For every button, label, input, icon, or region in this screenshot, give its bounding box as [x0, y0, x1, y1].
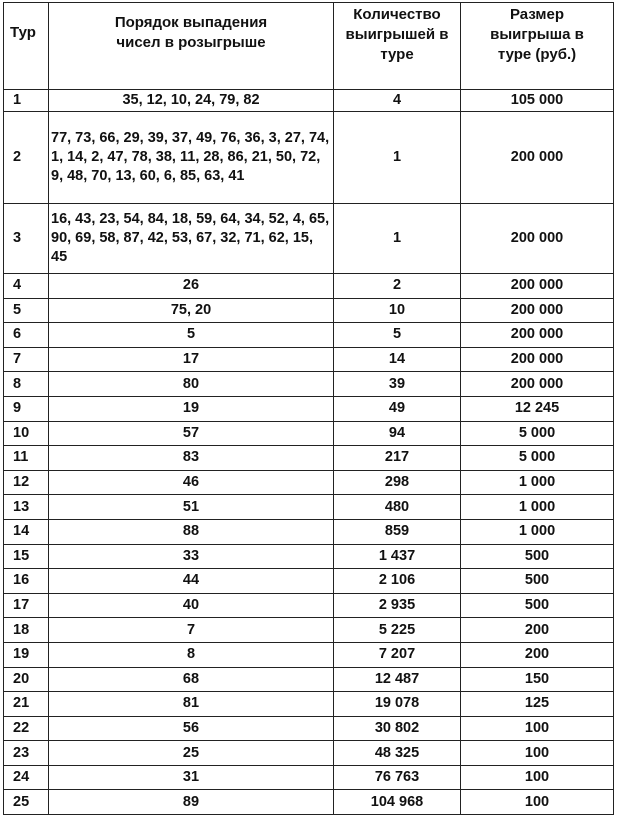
tour-cell: 6: [4, 323, 49, 348]
table-row: [4, 593, 614, 618]
prize-cell: 200 000: [461, 274, 614, 299]
prize-cell: 200: [461, 618, 614, 643]
results-table: [3, 2, 614, 815]
numbers-cell: 19: [49, 396, 334, 421]
tour-cell: 25: [4, 790, 49, 815]
winners-cell: 480: [334, 495, 461, 520]
table-row: [4, 396, 614, 421]
prize-cell: 100: [461, 716, 614, 741]
table-row: [4, 618, 614, 643]
numbers-cell: 51: [49, 495, 334, 520]
winners-cell: 76 763: [334, 765, 461, 790]
numbers-cell: 26: [49, 274, 334, 299]
tour-cell: 24: [4, 765, 49, 790]
prize-cell: 100: [461, 741, 614, 766]
prize-cell: 105 000: [461, 90, 614, 112]
numbers-cell: 57: [49, 421, 334, 446]
numbers-cell: 89: [49, 790, 334, 815]
tour-cell: 1: [4, 90, 49, 112]
table-row: [4, 765, 614, 790]
table-row: [4, 667, 614, 692]
tour-cell: 22: [4, 716, 49, 741]
tour-cell: 9: [4, 396, 49, 421]
table-row: [4, 692, 614, 717]
table-row: [4, 446, 614, 471]
numbers-cell: 88: [49, 519, 334, 544]
tour-cell: 3: [4, 204, 49, 274]
prize-cell: 500: [461, 544, 614, 569]
table-row: [4, 90, 614, 112]
tour-cell: 4: [4, 274, 49, 299]
winners-cell: 2 106: [334, 569, 461, 594]
numbers-cell: 5: [49, 323, 334, 348]
winners-cell: 104 968: [334, 790, 461, 815]
prize-cell: 200: [461, 642, 614, 667]
header-winners: [334, 3, 461, 90]
prize-cell: 200 000: [461, 372, 614, 397]
table-row: [4, 642, 614, 667]
header-row: [4, 3, 614, 90]
numbers-cell: 44: [49, 569, 334, 594]
tour-cell: 20: [4, 667, 49, 692]
table-row: [4, 323, 614, 348]
winners-cell: 859: [334, 519, 461, 544]
tour-cell: 19: [4, 642, 49, 667]
table-row: [4, 470, 614, 495]
winners-cell: 217: [334, 446, 461, 471]
tour-cell: 8: [4, 372, 49, 397]
numbers-cell: 75, 20: [49, 298, 334, 323]
prize-cell: 125: [461, 692, 614, 717]
table-row: [4, 274, 614, 299]
prize-cell: 500: [461, 569, 614, 594]
tour-cell: 10: [4, 421, 49, 446]
prize-cell: 100: [461, 765, 614, 790]
winners-cell: 1: [334, 112, 461, 204]
winners-cell: 1: [334, 204, 461, 274]
header-tour: Тур: [4, 3, 49, 90]
table-row: [4, 298, 614, 323]
table-row: [4, 544, 614, 569]
tour-cell: 16: [4, 569, 49, 594]
numbers-cell: 16, 43, 23, 54, 84, 18, 59, 64, 34, 52, 4, 65, 90, 69, 58, 87, 42, 53, 67, 32, 71, 62, 15, 45: [49, 204, 334, 274]
tour-cell: 11: [4, 446, 49, 471]
prize-cell: 200 000: [461, 112, 614, 204]
prize-cell: 500: [461, 593, 614, 618]
tour-cell: 5: [4, 298, 49, 323]
winners-cell: 94: [334, 421, 461, 446]
table-row: [4, 112, 614, 204]
table-row: [4, 421, 614, 446]
numbers-cell: 77, 73, 66, 29, 39, 37, 49, 76, 36, 3, 27, 74, 1, 14, 2, 47, 78, 38, 11, 28, 86, 21, 50, 72, 9, 48, 70, 13, 60, 6, 85, 63, 41: [49, 112, 334, 204]
table-row: [4, 495, 614, 520]
numbers-cell: 80: [49, 372, 334, 397]
prize-cell: 100: [461, 790, 614, 815]
numbers-cell: 17: [49, 347, 334, 372]
numbers-cell: 8: [49, 642, 334, 667]
winners-cell: 5: [334, 323, 461, 348]
prize-cell: 200 000: [461, 323, 614, 348]
prize-cell: 12 245: [461, 396, 614, 421]
table-row: [4, 347, 614, 372]
table-row: [4, 790, 614, 815]
header-order-text: Порядок выпадения чисел в розыгрыше: [114, 14, 268, 51]
numbers-cell: 25: [49, 741, 334, 766]
numbers-cell: 31: [49, 765, 334, 790]
winners-cell: 12 487: [334, 667, 461, 692]
header-winners-text: Количество выигрышей в туре: [345, 6, 449, 63]
prize-cell: 5 000: [461, 421, 614, 446]
numbers-cell: 56: [49, 716, 334, 741]
prize-cell: 200 000: [461, 298, 614, 323]
tour-cell: 21: [4, 692, 49, 717]
winners-cell: 5 225: [334, 618, 461, 643]
winners-cell: 1 437: [334, 544, 461, 569]
numbers-cell: 7: [49, 618, 334, 643]
tour-cell: 18: [4, 618, 49, 643]
prize-cell: 1 000: [461, 470, 614, 495]
prize-cell: 1 000: [461, 519, 614, 544]
table-row: [4, 741, 614, 766]
numbers-cell: 33: [49, 544, 334, 569]
winners-cell: 30 802: [334, 716, 461, 741]
tour-cell: 14: [4, 519, 49, 544]
table-row: [4, 204, 614, 274]
winners-cell: 2: [334, 274, 461, 299]
tour-cell: 17: [4, 593, 49, 618]
tour-cell: 2: [4, 112, 49, 204]
table-row: [4, 372, 614, 397]
winners-cell: 48 325: [334, 741, 461, 766]
prize-cell: 200 000: [461, 347, 614, 372]
winners-cell: 298: [334, 470, 461, 495]
prize-cell: 150: [461, 667, 614, 692]
prize-cell: 1 000: [461, 495, 614, 520]
numbers-cell: 83: [49, 446, 334, 471]
tour-cell: 12: [4, 470, 49, 495]
winners-cell: 49: [334, 396, 461, 421]
table-row: [4, 569, 614, 594]
winners-cell: 2 935: [334, 593, 461, 618]
table-row: [4, 519, 614, 544]
numbers-cell: 81: [49, 692, 334, 717]
numbers-cell: 35, 12, 10, 24, 79, 82: [49, 90, 334, 112]
tour-cell: 23: [4, 741, 49, 766]
tour-cell: 15: [4, 544, 49, 569]
winners-cell: 39: [334, 372, 461, 397]
prize-cell: 5 000: [461, 446, 614, 471]
winners-cell: 7 207: [334, 642, 461, 667]
winners-cell: 4: [334, 90, 461, 112]
tour-cell: 7: [4, 347, 49, 372]
numbers-cell: 68: [49, 667, 334, 692]
winners-cell: 19 078: [334, 692, 461, 717]
tour-cell: 13: [4, 495, 49, 520]
prize-cell: 200 000: [461, 204, 614, 274]
numbers-cell: 40: [49, 593, 334, 618]
header-prize-text: Размер выигрыша в туре (руб.): [490, 6, 584, 63]
header-prize: [461, 3, 614, 90]
header-order: [49, 3, 334, 90]
winners-cell: 14: [334, 347, 461, 372]
table-row: [4, 716, 614, 741]
numbers-cell: 46: [49, 470, 334, 495]
winners-cell: 10: [334, 298, 461, 323]
